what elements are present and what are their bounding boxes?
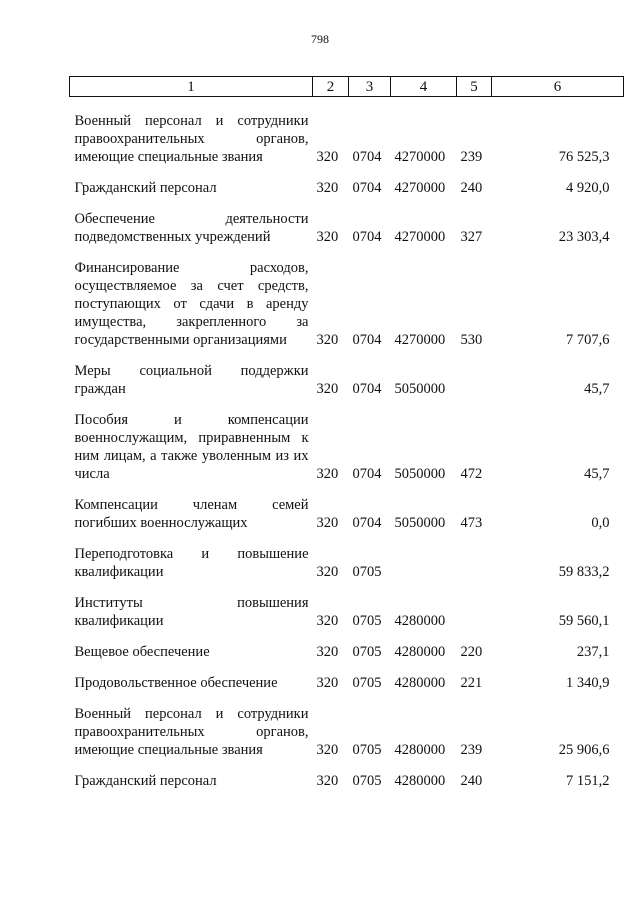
row-col-4: 4270000 (394, 332, 446, 348)
row-spacer-cell (70, 398, 624, 411)
row-col-2: 320 (316, 466, 339, 482)
row-amount: 1 340,9 (566, 675, 610, 691)
row-col-3: 0704 (352, 381, 382, 397)
row-spacer (70, 532, 624, 545)
row-spacer-cell (70, 349, 624, 362)
table-row (70, 674, 624, 692)
header-col-1: 1 (70, 77, 313, 97)
row-amount: 45,7 (584, 466, 610, 482)
row-col-5 (457, 594, 492, 630)
row-col-5: 327 (460, 229, 483, 245)
header-col-5: 5 (457, 77, 492, 97)
row-spacer (70, 661, 624, 674)
row-spacer-cell (70, 483, 624, 496)
row-amount: 4 920,0 (566, 180, 610, 196)
row-col-3: 0705 (352, 773, 382, 789)
header-col-2: 2 (313, 77, 349, 97)
row-name: Финансирование расходов, осуществляемое за счет средств, поступающих от сдачи в аренду имущества, закрепленного за государственными организациями (74, 260, 309, 348)
table-row (70, 179, 624, 197)
row-amount: 25 906,6 (558, 742, 610, 758)
table-body (70, 97, 624, 791)
row-spacer (70, 349, 624, 362)
table-row (70, 496, 624, 532)
row-col-2: 320 (316, 381, 339, 397)
row-spacer (70, 759, 624, 772)
row-col-2: 320 (316, 180, 339, 196)
row-spacer (70, 246, 624, 259)
row-amount: 59 560,1 (558, 613, 610, 629)
row-col-4: 5050000 (394, 381, 446, 397)
row-col-4: 5050000 (394, 466, 446, 482)
row-col-2: 320 (316, 332, 339, 348)
row-spacer-cell (70, 97, 624, 113)
row-name: Обеспечение деятельности подведомственных учреждений (74, 211, 309, 245)
row-col-2: 320 (316, 742, 339, 758)
row-col-5 (457, 545, 492, 581)
row-col-3: 0704 (352, 466, 382, 482)
row-col-3: 0704 (352, 332, 382, 348)
row-spacer (70, 166, 624, 179)
row-col-4 (391, 545, 457, 581)
header-col-3: 3 (349, 77, 391, 97)
table-row (70, 772, 624, 790)
row-col-3: 0705 (352, 644, 382, 660)
row-spacer (70, 197, 624, 210)
row-spacer-cell (70, 661, 624, 674)
row-name: Меры социальной поддержки граждан (74, 363, 309, 397)
row-spacer (70, 630, 624, 643)
row-amount: 45,7 (584, 381, 610, 397)
row-col-5: 240 (460, 180, 483, 196)
row-col-4: 4280000 (394, 742, 446, 758)
page-number: 798 (311, 32, 329, 46)
row-col-2: 320 (316, 515, 339, 531)
row-name: Гражданский персонал (74, 180, 217, 196)
row-col-2: 320 (316, 675, 339, 691)
row-amount: 7 707,6 (566, 332, 610, 348)
row-col-4: 4280000 (394, 773, 446, 789)
table-row (70, 112, 624, 166)
row-amount: 76 525,3 (558, 149, 610, 165)
table-row (70, 594, 624, 630)
row-spacer (70, 398, 624, 411)
row-col-3: 0705 (352, 564, 382, 580)
row-col-5: 221 (460, 675, 483, 691)
row-col-5 (457, 362, 492, 398)
row-col-3: 0704 (352, 229, 382, 245)
row-spacer-cell (70, 532, 624, 545)
row-name: Институты повышения квалификации (74, 595, 309, 629)
row-col-4: 4280000 (394, 613, 446, 629)
row-col-3: 0704 (352, 515, 382, 531)
row-col-4: 4270000 (394, 229, 446, 245)
row-col-4: 4280000 (394, 644, 446, 660)
table-row (70, 545, 624, 581)
row-name: Военный персонал и сотрудники правоохранительных органов, имеющие специальные звания (74, 113, 309, 165)
row-amount: 59 833,2 (558, 564, 610, 580)
table-row (70, 259, 624, 349)
row-spacer-cell (70, 692, 624, 705)
row-amount: 237,1 (576, 644, 610, 660)
row-spacer-cell (70, 166, 624, 179)
row-spacer (70, 692, 624, 705)
row-amount: 7 151,2 (566, 773, 610, 789)
row-col-3: 0705 (352, 742, 382, 758)
row-col-2: 320 (316, 773, 339, 789)
row-col-5: 239 (460, 149, 483, 165)
header-col-4: 4 (391, 77, 457, 97)
row-col-4: 4270000 (394, 180, 446, 196)
row-spacer (70, 581, 624, 594)
row-amount: 0,0 (591, 515, 610, 531)
row-col-2: 320 (316, 613, 339, 629)
row-col-5: 472 (460, 466, 483, 482)
row-col-5: 530 (460, 332, 483, 348)
table-row (70, 411, 624, 483)
row-spacer (70, 483, 624, 496)
row-col-5: 239 (460, 742, 483, 758)
budget-table (69, 76, 624, 790)
row-spacer (70, 97, 624, 113)
row-name: Гражданский персонал (74, 773, 217, 789)
row-name: Продовольственное обеспечение (74, 675, 278, 691)
row-col-2: 320 (316, 564, 339, 580)
row-col-4: 5050000 (394, 515, 446, 531)
row-name: Вещевое обеспечение (74, 644, 210, 660)
row-spacer-cell (70, 197, 624, 210)
row-col-3: 0704 (352, 180, 382, 196)
row-col-3: 0705 (352, 613, 382, 629)
row-col-4: 4270000 (394, 149, 446, 165)
row-col-5: 473 (460, 515, 483, 531)
row-col-3: 0705 (352, 675, 382, 691)
row-name: Военный персонал и сотрудники правоохранительных органов, имеющие специальные звания (74, 706, 309, 758)
row-col-2: 320 (316, 149, 339, 165)
row-name: Компенсации членам семей погибших военнослужащих (74, 497, 309, 531)
table-row (70, 705, 624, 759)
header-col-6: 6 (492, 77, 624, 97)
row-col-3: 0704 (352, 149, 382, 165)
table-header (70, 77, 624, 97)
table-row (70, 362, 624, 398)
table-row (70, 643, 624, 661)
row-col-2: 320 (316, 644, 339, 660)
row-spacer-cell (70, 246, 624, 259)
row-name: Переподготовка и повышение квалификации (74, 546, 309, 580)
row-spacer-cell (70, 630, 624, 643)
row-name: Пособия и компенсации военнослужащим, приравненным к ним лицам, а также уволенным из их числа (74, 412, 309, 482)
row-amount: 23 303,4 (558, 229, 610, 245)
row-col-4: 4280000 (394, 675, 446, 691)
row-col-2: 320 (316, 229, 339, 245)
row-col-5: 240 (460, 773, 483, 789)
row-spacer-cell (70, 759, 624, 772)
row-spacer-cell (70, 581, 624, 594)
header-row (70, 77, 624, 97)
row-col-5: 220 (460, 644, 483, 660)
table-row (70, 210, 624, 246)
